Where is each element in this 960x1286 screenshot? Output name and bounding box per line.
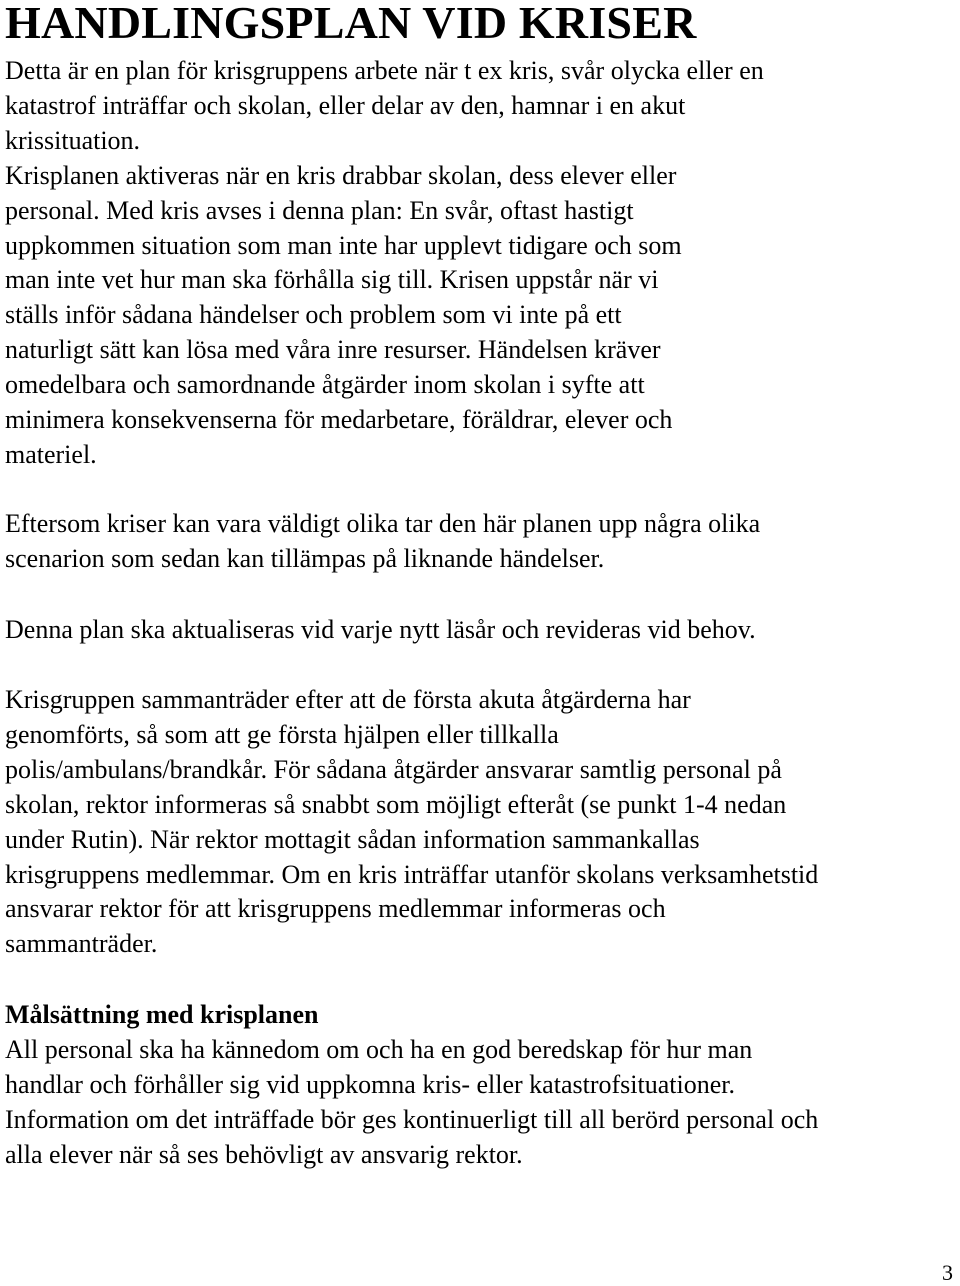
intro-line: Krisplanen aktiveras när en kris drabbar skolan, dess elever eller — [5, 160, 677, 190]
meeting-line: polis/ambulans/brandkår. För sådana åtgärder ansvarar samtlig personal på — [5, 754, 782, 784]
meeting-line: krisgruppens medlemmar. Om en kris inträffar utanför skolans verksamhetstid — [5, 859, 819, 889]
goal-line: handlar och förhåller sig vid uppkomna kris- eller katastrofsituationer. — [5, 1069, 735, 1099]
scenario-line: Eftersom kriser kan vara väldigt olika tar den här planen upp några olika — [5, 509, 761, 538]
goal-line: alla elever när så ses behövligt av ansvarig rektor. — [5, 1139, 523, 1169]
page-number: 3 — [942, 1260, 953, 1285]
meeting-paragraph — [5, 683, 818, 962]
meeting-line: genomförts, så som att ge första hjälpen eller tillkalla — [5, 719, 559, 749]
intro-line: katastrof inträffar och skolan, eller delar av den, hamnar i en akut — [5, 90, 686, 120]
intro-line: omedelbara och samordnande åtgärder inom skolan i syfte att — [5, 370, 645, 400]
intro-paragraph — [5, 54, 764, 473]
meeting-line: sammanträder. — [5, 929, 158, 959]
goal-heading: Målsättning med krisplanen — [5, 1000, 319, 1029]
goal-line: All personal ska ha kännedom om och ha en god beredskap för hur man — [5, 1034, 753, 1064]
page-title: HANDLINGSPLAN VID KRISER — [5, 0, 697, 48]
intro-line: personal. Med kris avses i denna plan: En svår, oftast hastigt — [5, 195, 634, 225]
intro-line: uppkommen situation som man inte har upplevt tidigare och som — [5, 230, 682, 260]
intro-line: minimera konsekvenserna för medarbetare, föräldrar, elever och — [5, 405, 673, 435]
intro-line: krissituation. — [5, 125, 141, 155]
goal-line: Information om det inträffade bör ges kontinuerligt till all berörd personal och — [5, 1104, 819, 1134]
meeting-line: Krisgruppen sammanträder efter att de första akuta åtgärderna har — [5, 685, 691, 714]
scenario-line: scenarion som sedan kan tillämpas på liknande händelser. — [5, 543, 605, 573]
intro-line: ställs inför sådana händelser och problem som vi inte på ett — [5, 300, 622, 330]
meeting-line: under Rutin). När rektor mottagit sådan information sammankallas — [5, 824, 700, 854]
update-paragraph — [5, 613, 756, 648]
meeting-line: ansvarar rektor för att krisgruppens medlemmar informeras och — [5, 894, 666, 924]
intro-line: man inte vet hur man ska förhålla sig till. Krisen uppstår när vi — [5, 265, 659, 295]
intro-line: naturligt sätt kan lösa med våra inre resurser. Händelsen kräver — [5, 335, 661, 365]
scenario-paragraph — [5, 507, 760, 577]
update-line: Denna plan ska aktualiseras vid varje nytt läsår och revideras vid behov. — [5, 615, 756, 644]
goal-section — [5, 998, 818, 1173]
meeting-line: skolan, rektor informeras så snabbt som möjligt efteråt (se punkt 1-4 nedan — [5, 789, 787, 819]
intro-line: materiel. — [5, 439, 97, 469]
intro-line: Detta är en plan för krisgruppens arbete när t ex kris, svår olycka eller en — [5, 56, 764, 85]
